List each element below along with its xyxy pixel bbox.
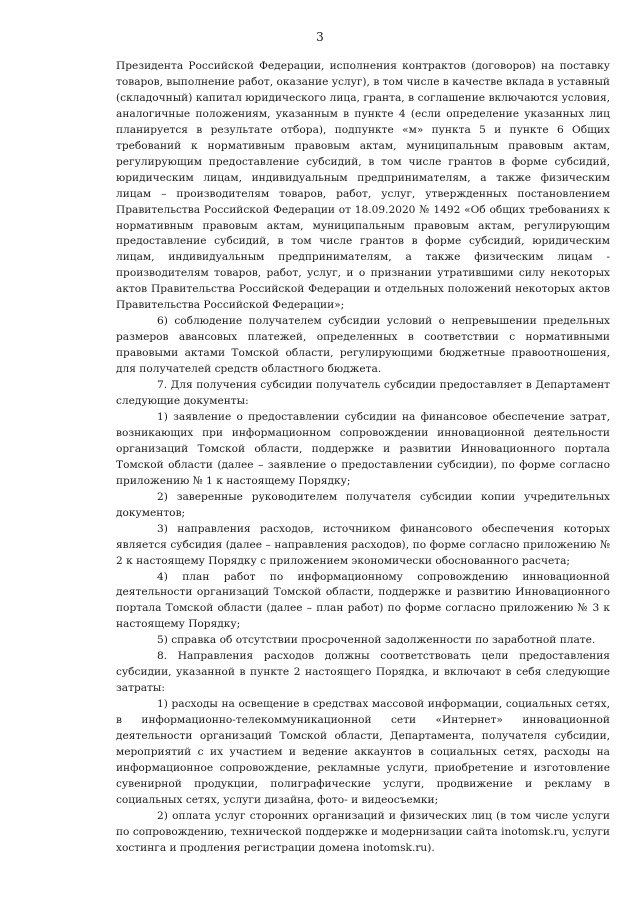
page-number: 3 xyxy=(316,30,324,44)
paragraph-clause-7: 7. Для получения субсидии получатель субсидии предоставляет в Департамент следующие документы: xyxy=(116,379,610,408)
paragraph-continuation: Президента Российской Федерации, исполнения контрактов (договоров) на поставку товаров, выполнение работ, оказание услуг), в том числе в качестве вклада в уставный (складочный) капитал юридического лица, гранта, в соглашение включаются условия, аналогичные положениям, указанным в пункте 4 (если определение указанных лиц планируется в результате отбора), подпункте «м» пункта 5 и пункте 6 Общих требований к нормативным правовым актам, муниципальным правовым актам, регулирующим предоставление субсидий, в том числе грантов в форме субсидий, юридическим лицам, индивидуальным предпринимателям, а также физическим лицам – производителям товаров, работ, услуг, утвержденных постановлением Правительства Российской Федерации от 18.09.2020 № 1492 «Об общих требованиях к нормативным правовым актам, муниципальным правовым актам, регулирующим предоставление субсидий, в том числе грантов в форме субсидий, юридическим лицам, индивидуальным предпринимателям, а также физическим лицам - производителям товаров, работ, услуг, и о признании утратившими силу некоторых актов Правительства Российской Федерации и отдельных положений некоторых актов Правительства Российской Федерации»; xyxy=(116,60,610,312)
paragraph-clause-7-item-3: 3) направления расходов, источником финансового обеспечения которых является субсидия (далее – направления расходов), по форме согласно приложению № 2 к настоящему Порядку с приложением экономически обоснованного расчета; xyxy=(116,522,610,567)
paragraph-clause-7-item-5: 5) справка об отсутствии просроченной задолженности по заработной плате. xyxy=(157,634,596,647)
paragraph-clause-7-item-2: 2) заверенные руководителем получателя субсидии копии учредительных документов; xyxy=(116,490,610,519)
paragraph-clause-8-item-2: 2) оплата услуг сторонних организаций и физических лиц (в том числе услуги по сопровождению, технической поддержке и модернизации сайта inotomsk.ru, услуги хостинга и продления регистрации домена inotomsk.ru). xyxy=(116,809,610,854)
paragraph-clause-8: 8. Направления расходов должны соответствовать цели предоставления субсидии, указанной в пункте 2 настоящего Порядка, и включают в себя следующие затраты: xyxy=(116,650,610,695)
paragraph-clause-7-item-4: 4) план работ по информационному сопровождению инновационной деятельности организаций Томской области, поддержке и развитию Инновационного портала Томской области (далее – план работ) по форме согласно приложению № 3 к настоящему Порядку; xyxy=(116,570,610,631)
paragraph-clause-7-item-1: 1) заявление о предоставлении субсидии на финансовое обеспечение затрат, возникающих при информационном сопровождении инновационной деятельности организаций Томской области, поддержке и развитии Инновационного портала Томской области (далее – заявление о предоставлении субсидии), по форме согласно приложению № 1 к настоящему Порядку; xyxy=(116,410,610,487)
document-body xyxy=(116,59,610,857)
paragraph-clause-8-item-1: 1) расходы на освещение в средствах массовой информации, социальных сетях, в информационно-телекоммуникационной сети «Интернет» инновационной деятельности организаций Томской области, Департамента, получателя субсидии, мероприятий с их участием и ведение аккаунтов в социальных сетях, расходы на информационное сопровождение, рекламные услуги, приобретение и изготовление сувенирной продукции, полиграфические услуги, продвижение и рекламу в социальных сетях, услуги дизайна, фото- и видеосъемки; xyxy=(116,698,610,806)
paragraph-item-6: 6) соблюдение получателем субсидии условий о непревышении предельных размеров авансовых платежей, определенных в соответствии с нормативными правовыми актами Томской области, регулирующими бюджетные правоотношения, для получателей средств областного бюджета. xyxy=(116,315,610,376)
